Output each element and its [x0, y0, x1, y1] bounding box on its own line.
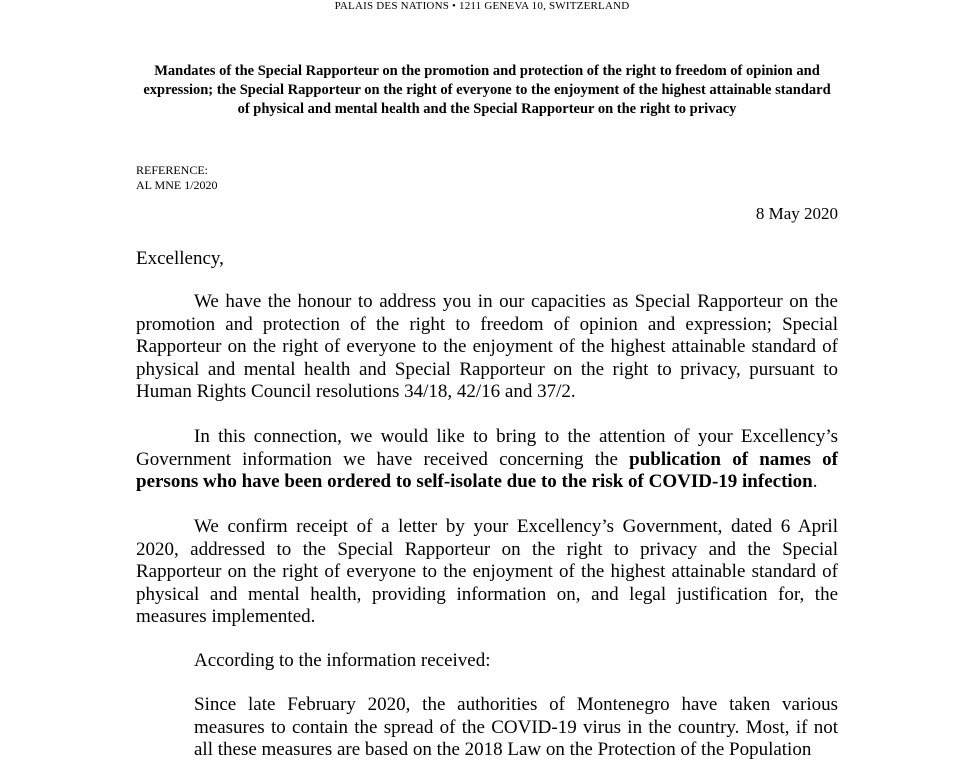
paragraph-4-text: According to the information received:	[194, 650, 491, 671]
mandates-heading: Mandates of the Special Rapporteur on the promotion and protection of the right to freedom of opinion and expression; the Special Rapporteur on the right of everyone to the enjoyment of the highest attainable standard of physical and mental health and the Special Rapporteur on the right to privacy	[143, 63, 831, 117]
reference-block	[136, 163, 218, 193]
paragraph-1-text: We have the honour to address you in our capacities as Special Rapporteur on the promotion and protection of the right to freedom of opinion and expression; Special Rapporteur on the right of everyone to the enjoyment of the highest attainable standard of physical and mental health and Special Rapporteur on the right to privacy, pursuant to Human Rights Council resolutions 34/18, 42/16 and 37/2.	[136, 291, 838, 402]
paragraph-2-text: In this connection, we would like to bring to the attention of your Excellency’s Government information we have received concerning the	[136, 426, 838, 470]
paragraph-1	[136, 291, 838, 404]
quoted-information: Since late February 2020, the authorities of Montenegro have taken various measures to contain the spread of the COVID-19 virus in the country. Most, if not all these measures are based on the 2018 Law on the Protection of the Population	[194, 694, 838, 760]
reference-code: AL MNE 1/2020	[136, 178, 218, 192]
paragraph-4	[136, 650, 838, 673]
salutation: Excellency,	[136, 248, 224, 269]
paragraph-3	[136, 516, 838, 629]
paragraph-2	[136, 426, 838, 494]
paragraph-3-text: We confirm receipt of a letter by your Excellency’s Government, dated 6 April 2020, addressed to the Special Rapporteur on the right to privacy and the Special Rapporteur on the right of everyone to the enjoyment of the highest attainable standard of physical and mental health, providing information on, and legal justification for, the measures implemented.	[136, 516, 838, 627]
letter-date: 8 May 2020	[755, 204, 838, 223]
reference-label: REFERENCE:	[136, 163, 209, 177]
paragraph-2-emphasis: publication of names of persons who have been ordered to self-isolate due to the risk of COVID-19 infection	[136, 448, 838, 492]
header-address: PALAIS DES NATIONS • 1211 GENEVA 10, SWITZERLAND	[334, 0, 630, 12]
paragraph-2-end: .	[812, 471, 818, 492]
